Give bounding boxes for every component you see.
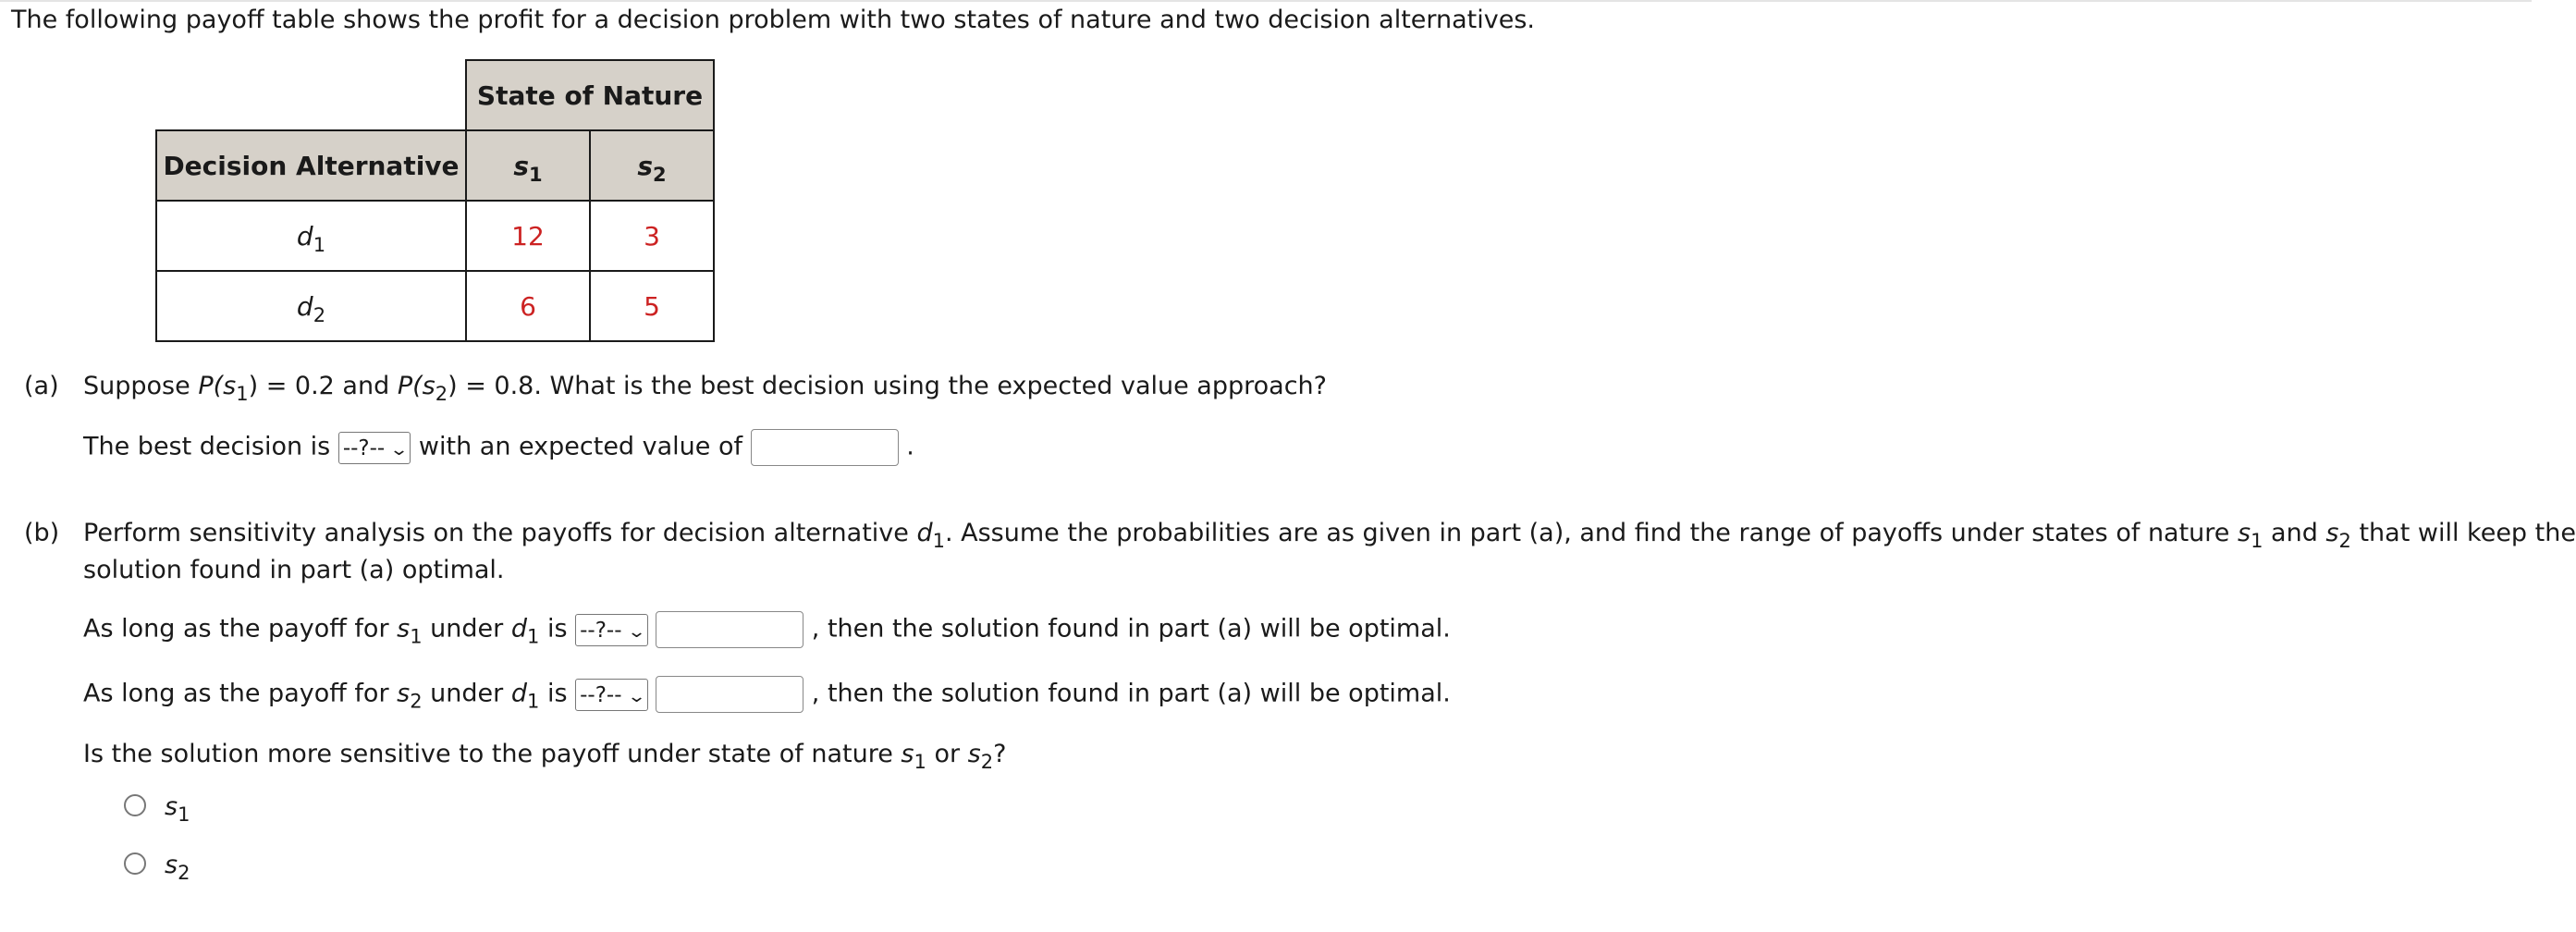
state-of-nature-header: State of Nature <box>466 60 714 130</box>
table-row <box>156 271 714 341</box>
decision-d2: $d_2$ <box>156 271 466 341</box>
part-b-line2: solution found in part (a) optimal. <box>83 556 505 584</box>
payoff-d2-s2: 5 <box>590 271 714 341</box>
table-row <box>156 201 714 271</box>
range-s1-input[interactable] <box>656 611 803 648</box>
range-s1-line: As long as the payoff for $s_1$ under $d_1$ is --?-- ⌄ , then the solution found in part (a) will be optimal. <box>83 611 1451 648</box>
option-s2-label: $s_2$ <box>165 851 190 884</box>
range-s1-select[interactable]: --?-- ⌄ <box>575 614 648 646</box>
option-s1-label: $s_1$ <box>165 792 190 826</box>
part-b-line1: Perform sensitivity analysis on the payoffs for decision alternative $d_1$. Assume the probabilities are as given in part (a), and find the range of payoffs under states of nature $s_1$ and $s_2$ that will keep the <box>83 519 2576 552</box>
part-a-answer-line: The best decision is --?-- ⌄ with an expected value of . <box>83 429 914 466</box>
payoff-d2-s1: 6 <box>466 271 590 341</box>
chevron-down-icon: ⌄ <box>389 439 410 460</box>
range-s2-select[interactable]: --?-- ⌄ <box>575 679 648 711</box>
payoff-d1-s1: 12 <box>466 201 590 271</box>
top-divider <box>0 0 2532 2</box>
s1-header: $s_1$ <box>466 130 590 201</box>
s2-header: $s_2$ <box>590 130 714 201</box>
option-s1-radio[interactable] <box>124 794 146 816</box>
part-a-marker: (a) <box>24 372 59 400</box>
expected-value-input[interactable] <box>751 429 899 466</box>
decision-alternative-header: Decision Alternative <box>156 130 466 201</box>
range-s2-input[interactable] <box>656 676 803 713</box>
intro-text: The following payoff table shows the profit for a decision problem with two states of nature and two decision alternatives. <box>11 6 1536 34</box>
sensitivity-question: Is the solution more sensitive to the payoff under state of nature $s_1$ or $s_2$? <box>83 740 1007 773</box>
chevron-down-icon: ⌄ <box>626 621 646 642</box>
part-a-question: Suppose $P(s_1) = 0.2$ and $P(s_2) = 0.8$. What is the best decision using the expected value approach? <box>83 372 1327 405</box>
payoff-d1-s2: 3 <box>590 201 714 271</box>
decision-d1: $d_1$ <box>156 201 466 271</box>
payoff-table <box>155 59 715 342</box>
best-decision-select[interactable]: --?-- ⌄ <box>338 432 411 464</box>
range-s2-line: As long as the payoff for $s_2$ under $d_1$ is --?-- ⌄ , then the solution found in part (a) will be optimal. <box>83 676 1451 713</box>
part-b-marker: (b) <box>24 519 60 547</box>
option-s2-radio[interactable] <box>124 852 146 875</box>
chevron-down-icon: ⌄ <box>626 686 646 706</box>
